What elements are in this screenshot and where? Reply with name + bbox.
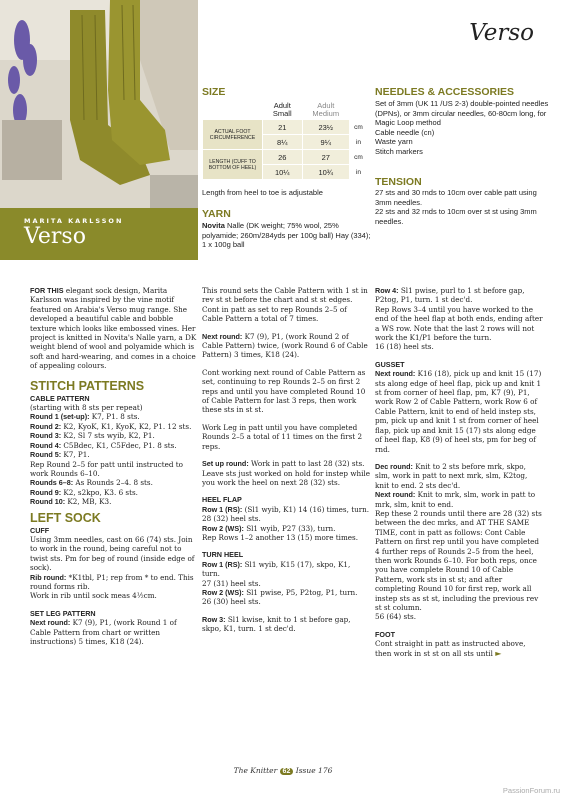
- cuff-heading: CUFF: [30, 525, 50, 535]
- column-2: This round sets the Cable Pattern with 1 st in rev st st before the chart and st st edges. Cont in patt as set to rep Rounds 2–5 of Cable Pattern a total of 7 times. Next round: K7 (9), P1, (work Round 2 of Cable Pattern) twice, (work Round 6 of Cable Pattern) 3 times, K18 (24). Cont working next round of Cable Pattern as set, continuing to rep Rounds 2–5 on first 2 reps and until you have completed Round 10 of Cable Pattern for last 3 reps, then work these sts in st st. Work Leg in patt until you have completed Rounds 2–5 a total of 11 times on the first 2 reps. Set up round: Work in patt to last 28 (32) sts. Leave sts just worked on hold for instep while you work the heel on next 28 (32) sts. HEEL FLAP Row 1 (RS): (Sl1 wyib, K1) 14 (16) times, turn. 28 (32) heel sts. Row 2 (WS): Sl1 wyib, P27 (33), turn. Rep Rows 1–2 another 13 (15) more times. TURN HEEL Row 1 (RS): Sl1 wyib, K15 (17), skpo, K1, turn. 27 (31) heel sts. Row 2 (WS): Sl1 pwise, P5, P2tog, P1, turn. 26 (30) heel sts. Row 3: Sl1 kwise, knit to 1 st before gap, skpo, K1, turn. 1 st dec'd.: [202, 286, 370, 634]
- turn-heel-heading: TURN HEEL: [202, 550, 244, 560]
- size-col-medium: Adult Medium: [302, 101, 349, 120]
- title-band: [0, 208, 198, 260]
- size-table: Adult Small Adult Medium ACTUAL FOOT CIRCUMFERENCE 21 23½ cm 8¼ 9¼ in LENGTH (CUFF TO BOTTOM OF HEEL) 26 27 cm 10¼ 10¾ in: [202, 100, 368, 180]
- foot-heading: FOOT: [375, 629, 395, 639]
- socks-photo-illustration: [0, 0, 198, 208]
- needles-list: Set of 3mm (UK 11 /US 2-3) double-pointed needles (DPNs), or 3mm circular needles, 60-80cm long, for Magic Loop method Cable needle (cn) Waste yarn Stitch markers: [375, 99, 549, 156]
- issue-number: Issue 176: [295, 766, 333, 775]
- heel-flap-heading: HEEL FLAP: [202, 495, 242, 505]
- tension-text: 27 sts and 30 rnds to 10cm over cable patt using 3mm needles. 22 sts and 32 rnds to 10cm over st st using 3mm needles.: [375, 188, 537, 226]
- column-3: Row 4: Sl1 pwise, purl to 1 st before gap, P2tog, P1, turn. 1 st dec'd. Rep Rows 3–4 until you have worked to the end of the heel flap at both ends, ending after a WS row. Note that the last 2 rows will not work the K1/P1 before the turn. 16 (18) heel sts. GUSSET Next round: K16 (18), pick up and knit 15 (17) sts along edge of heel flap, pick up and knit 1 st from corner of heel flap, pm, K7 (9), P1, work Row 2 of Cable Pattern, work Row 6 of Cable Pattern, knit to end of held instep sts, pm, pick up and knit 1 st from corner of heel flap, pick up and knit 15 (17) sts along edge of heel flap, K8 (9) of heel sts, pm for beg of rnd. Dec round: Knit to 2 sts before mrk, skpo, slm, work in patt to next mrk, slm, K2tog, knit to end. 2 sts dec'd. Next round: Knit to mrk, slm, work in patt to mrk, slm, knit to end. Rep these 2 rounds until there are 28 (32) sts between the dec mrks, and AT THE SAME TIME, cont in patt as follows: Cont Cable Pattern on first rep until you have completed 4 further reps of Rounds 2–5 from the heel, then work Rounds 6–10. For both reps, once you have complete Round 10 of Cable Pattern, work sts in st st; and after completing Round 10 for first rep, work all instep sts as st st, including the previous rev st st column. 56 (64) sts. FOOT Cont straight in patt as instructed above, then work in st st on all sts until ►: [375, 286, 543, 658]
- page-footer: [0, 766, 566, 775]
- page-number: 62: [280, 768, 294, 775]
- magazine-name: The Knitter: [233, 766, 278, 775]
- size-note: Length from heel to toe is adjustable: [202, 188, 323, 197]
- continue-arrow-icon: ►: [495, 648, 502, 658]
- size-heading: SIZE: [202, 86, 226, 98]
- designer-name: MARITA KARLSSON: [24, 217, 124, 225]
- stitch-patterns-heading: STITCH PATTERNS: [30, 378, 145, 393]
- column-1: FOR THIS elegant sock design, Marita Karlsson was inspired by the vine motif featured on Arabia's Verso mug range. She developed a beautiful cable and bobble texture which looks like embossed vines. Her project is knitted in Novita's Nalle yarn, a DK weight blend of wool and polyamide which is soft and hard-wearing, and comes in a choice of appealing colours. STITCH PATTERNS CABLE PATTERN (starting with 8 sts per repeat) Round 1 (set-up): K7, P1. 8 sts. Round 2: K2, KyoK, K1, KyoK, K2, P1. 12 sts. Round 3: K2, Sl 7 sts wyib, K2, P1. Round 4: C5Bdec, K1, C5Fdec, P1. 8 sts. Round 5: K7, P1. Rep Round 2–5 for patt until instructed to work Rounds 6–10. Rounds 6–8: As Rounds 2–4. 8 sts. Round 9: K2, s2kpo, K3. 6 sts. Round 10: K2, MB, K3. LEFT SOCK CUFF Using 3mm needles, cast on 66 (74) sts. Join to work in the round, being careful not to twist sts. Pm for beg of round (inside edge of sock). Rib round: *K1tbl, P1; rep from * to end. This round forms rib. Work in rib until sock meas 4½cm. SET LEG PATTERN Next round: K7 (9), P1, (work Round 1 of Cable Pattern from chart or written instructions) 5 times, K18 (24).: [30, 286, 197, 646]
- gusset-heading: GUSSET: [375, 359, 405, 369]
- yarn-text: Novita Nalle (DK weight; 75% wool, 25% polyamide; 260m/284yds per 100g ball) Hay (334); 1 x 100g ball: [202, 221, 371, 250]
- watermark: PassionForum.ru: [502, 786, 560, 795]
- intro-paragraph: FOR THIS elegant sock design, Marita Karlsson was inspired by the vine motif featured on Arabia's Verso mug range. She developed a beautiful cable and bobble texture which looks like embossed vines. Her project is knitted in Novita's Nalle yarn, a DK weight blend of wool and polyamide which is soft and hard-wearing, and comes in a choice of appealing colours.: [30, 286, 197, 371]
- yarn-heading: YARN: [202, 208, 231, 220]
- length-label: LENGTH (CUFF TO BOTTOM OF HEEL): [203, 150, 263, 180]
- size-col-small: Adult Small: [263, 101, 303, 120]
- page-title: Verso: [469, 20, 534, 46]
- set-leg-heading: SET LEG PATTERN: [30, 608, 96, 618]
- foot-circ-label: ACTUAL FOOT CIRCUMFERENCE: [203, 120, 263, 150]
- cable-pattern-heading: CABLE PATTERN: [30, 393, 90, 403]
- pattern-title: Verso: [24, 224, 86, 249]
- hero-photo: [0, 0, 198, 208]
- tension-heading: TENSION: [375, 176, 422, 188]
- needles-heading: NEEDLES & ACCESSORIES: [375, 86, 515, 98]
- left-sock-heading: LEFT SOCK: [30, 510, 101, 525]
